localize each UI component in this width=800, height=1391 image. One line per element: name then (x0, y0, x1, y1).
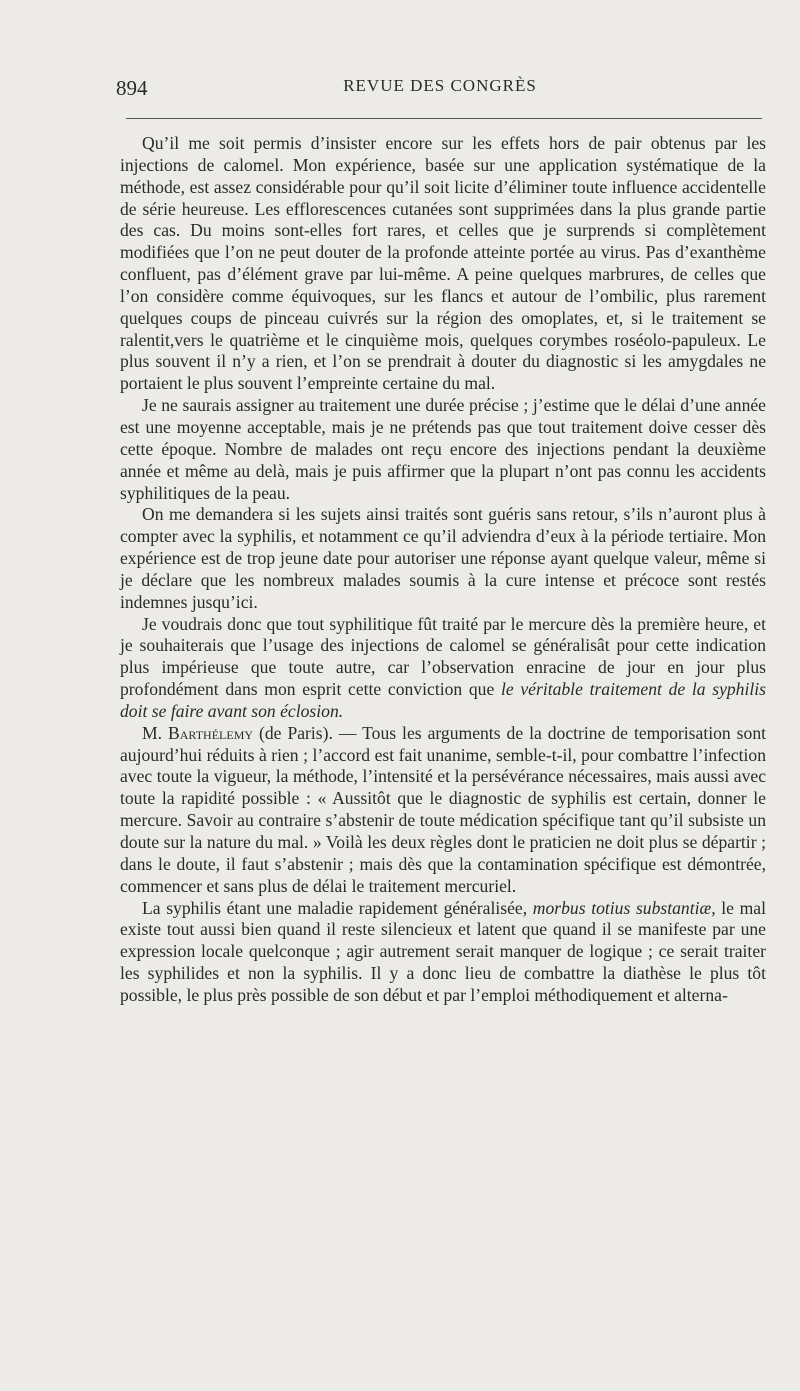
paragraph-5 (120, 723, 766, 898)
paragraph-6-text: La syphilis étant une maladie rapidement généralisée, (142, 897, 528, 918)
body-text (120, 133, 766, 1007)
paragraph-4-text: Je voudrais donc que tout syphilitique fût traité par le mercure dès la première heure, et je souhaiterais que l’usage des injections de calomel se généralisât pour cette indication plus impérieuse que toute autre, car l’observation enracine de jour en jour plus profondément dans mon esprit cette conviction que (120, 613, 766, 700)
page-number: 894 (116, 76, 148, 100)
header-rule (126, 118, 762, 119)
paragraph-3-text: On me demandera si les sujets ainsi traités sont guéris sans retour, s’ils n’auront plus à compter avec la syphilis, et notamment ce qu’il adviendra d’eux à la période tertiaire. Mon expérience est de trop jeune date pour autoriser une réponse ayant quelque valeur, même si je déclare que les nombreux malades soumis à la cure intense et précoce sont restés indemnes jusqu’ici. (120, 504, 766, 612)
paragraph-5-text: (de Paris). — Tous les arguments de la doctrine de temporisation sont aujourd’hui réduits à rien ; l’accord est fait unanime, semble-t-il, pour combattre l’infection avec toute la vigueur, la méthode, l’intensité et la persévérance nécessaires, mais aussi avec toute la rapidité possible : « Aussitôt que le diagnostic de syphilis est certain, donner le mercure. Savoir au contraire s’abstenir de toute médication spécifique tant qu’il subsiste un doute sur la nature du mal. » Voilà les deux règles dont le praticien ne doit plus se départir ; dans le doute, il faut s’abstenir ; mais dès que la contamination spécifique est démontrée, commencer et sans plus de délai le traitement mercuriel. (120, 722, 767, 896)
paragraph-6-after: le mal existe tout aussi bien quand il reste silencieux et latent que quand il se manifeste par une expression locale quelconque ; agir autrement serait manquer de logique ; ce serait traiter les syphilides et non la syphilis. Il y a donc lieu de combattre la diathèse le plus tôt possible, le plus près possible de son début et par l’emploi méthodiquement et alterna- (120, 897, 767, 1005)
speaker-prefix: M. (142, 722, 163, 743)
page-header (116, 76, 764, 106)
speaker-name: Barthélemy (168, 722, 254, 743)
paragraph-6 (120, 898, 766, 1007)
paragraph-4-italic: le véritable traitement de la syphilis doit se faire avant son éclosion. (120, 679, 766, 721)
running-head: REVUE DES CONGRÈS (343, 76, 537, 95)
paragraph-3 (120, 504, 766, 613)
paragraph-2 (120, 395, 766, 504)
paragraph-6-italic: morbus totius substantiæ, (532, 897, 716, 918)
paragraph-4 (120, 614, 766, 723)
paragraph-1 (120, 133, 766, 395)
paragraph-1-text: Qu’il me soit permis d’insister encore sur les effets hors de pair obtenus par les injections de calomel. Mon expérience, basée sur une application systématique de la méthode, est assez considérable pour qu’il soit licite d’éliminer toute influence accidentelle de série heureuse. Les efflorescences cutanées sont supprimées dans la plus grande partie des cas. Du moins sont-elles fort rares, et celles que je surprends si complètement modifiées que l’on ne peut douter de la profonde atteinte portée au virus. Pas d’exanthème confluent, pas d’élément grave par lui-même. A peine quelques marbrures, de celles que l’on considère comme équivoques, sur les flancs et autour de l’ombilic, plus rarement quelques coups de pinceau cuivrés sur la région des omoplates, et, si le traitement se ralentit,vers le quatrième et le cinquième mois, quelques corymbes roséolo-papuleux. Le plus souvent il n’y a rien, et l’on se prendrait à douter du diagnostic si les amygdales ne portaient le plus souvent l’empreinte certaine du mal. (120, 133, 766, 394)
paragraph-2-text: Je ne saurais assigner au traitement une durée précise ; j’estime que le délai d’une année est une moyenne acceptable, mais je ne prétends pas que tout traitement doive cesser dès cette époque. Nombre de malades ont reçu encore des injections pendant la deuxième année et même au delà, mais je puis affirmer que la plupart n’ont pas connu les accidents syphilitiques de la peau. (120, 395, 766, 503)
